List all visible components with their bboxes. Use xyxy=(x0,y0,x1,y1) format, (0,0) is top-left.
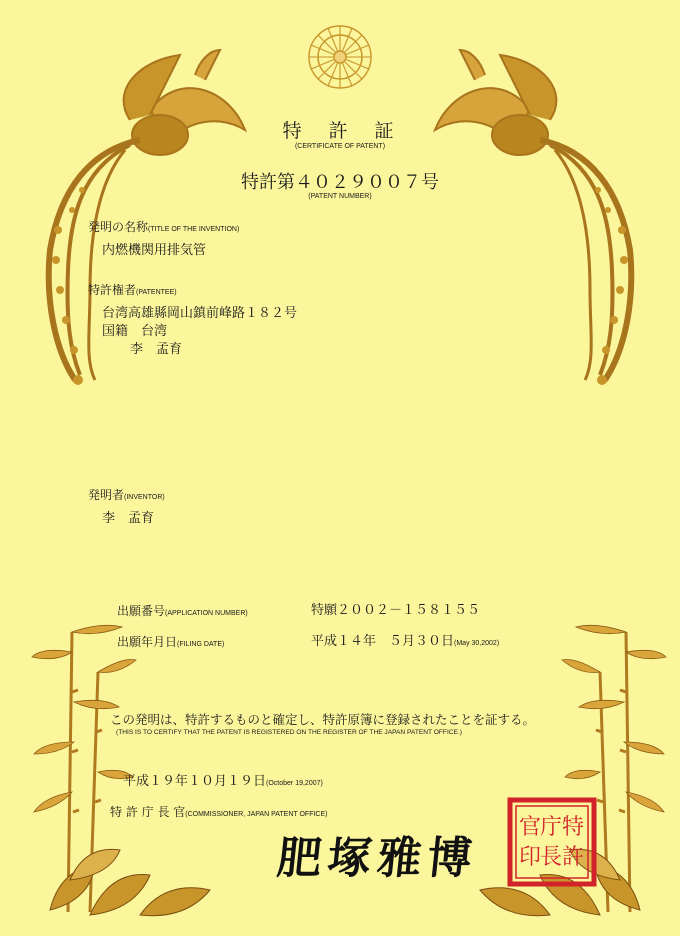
seal-char: 特 xyxy=(561,815,585,840)
petal-line xyxy=(318,35,336,53)
commissioner-label-row xyxy=(110,801,327,820)
patentee-label: 特許権者 xyxy=(88,283,137,297)
inventor-label: 発明者 xyxy=(88,488,125,502)
petal-line xyxy=(344,35,362,53)
paulownia-left-icon xyxy=(30,820,220,920)
invention-title: 内燃機関用排気管 xyxy=(102,243,207,258)
seal-char: 許 xyxy=(561,845,585,870)
phoenix-right-icon xyxy=(430,30,650,390)
inventor-label-row xyxy=(88,484,165,503)
commissioner-label-en: (COMMISSIONER, JAPAN PATENT OFFICE) xyxy=(185,811,328,818)
petal-line xyxy=(311,45,334,55)
certificate-title-en: (CERTIFICATE OF PATENT) xyxy=(294,143,386,150)
seal-char: 長 xyxy=(539,845,563,870)
filing-date-row xyxy=(311,630,499,649)
patentee-nationality: 国籍 台湾 xyxy=(102,324,168,339)
petal-line xyxy=(342,63,352,86)
filing-label: 出願年月日 xyxy=(117,635,178,649)
issue-date-row xyxy=(123,770,323,789)
official-seal-icon xyxy=(506,796,598,888)
petal-line xyxy=(346,59,369,69)
patent-number-en: (PATENT NUMBER) xyxy=(308,193,372,200)
inventor-label-en: (INVENTOR) xyxy=(124,494,165,501)
application-label: 出願番号 xyxy=(117,604,166,618)
petal-line xyxy=(328,28,338,51)
invention-label-row xyxy=(88,216,239,235)
application-label-row xyxy=(117,600,248,619)
certificate-title: 特 許 証 xyxy=(282,120,398,142)
petal-line xyxy=(344,61,362,79)
invention-label-en: (TITLE OF THE INVENTION) xyxy=(148,226,240,233)
petal-line xyxy=(318,61,336,79)
seal-char: 庁 xyxy=(539,815,563,840)
issue-date: 平成１９年１０月１９日 xyxy=(123,774,267,789)
seal-char: 印 xyxy=(518,845,542,870)
petal-line xyxy=(328,63,338,86)
petal-line xyxy=(346,45,369,55)
filing-label-en: (FILING DATE) xyxy=(177,641,225,648)
commissioner-signature: 肥塚雅博 xyxy=(274,833,481,884)
filing-date: 平成１４年 ５月３０日 xyxy=(311,634,455,649)
petal-line xyxy=(311,59,334,69)
application-number: 特願２００２－１５８１５５ xyxy=(311,603,481,618)
invention-label: 発明の名称 xyxy=(88,220,149,234)
certify-text-en: (THIS IS TO CERTIFY THAT THE PATENT IS REGISTERED ON THE REGISTER OF THE JAPAN PATENT OFFICE.) xyxy=(116,729,462,736)
issue-date-en: (October 19,2007) xyxy=(266,780,323,787)
patentee-address: 台湾高雄縣岡山鎮前峰路１８２号 xyxy=(102,306,298,321)
patent-number: 特許第４０２９００７号 xyxy=(241,172,439,193)
filing-label-row xyxy=(117,631,224,650)
patentee-name: 李 孟育 xyxy=(130,342,183,357)
patentee-label-en: (PATENTEE) xyxy=(136,289,177,296)
patentee-label-row xyxy=(88,279,177,298)
petal-line xyxy=(342,28,352,51)
filing-date-en: (May 30,2002) xyxy=(454,640,500,647)
seal-char: 官 xyxy=(518,815,542,840)
commissioner-label: 特 許 庁 長 官 xyxy=(110,805,186,819)
application-label-en: (APPLICATION NUMBER) xyxy=(165,610,248,617)
inventor-name: 李 孟育 xyxy=(102,511,155,526)
certify-text: この発明は、特許するものと確定し、特許原簿に登録されたことを証する。 xyxy=(110,712,536,727)
chrysanthemum-emblem-icon xyxy=(307,24,373,90)
